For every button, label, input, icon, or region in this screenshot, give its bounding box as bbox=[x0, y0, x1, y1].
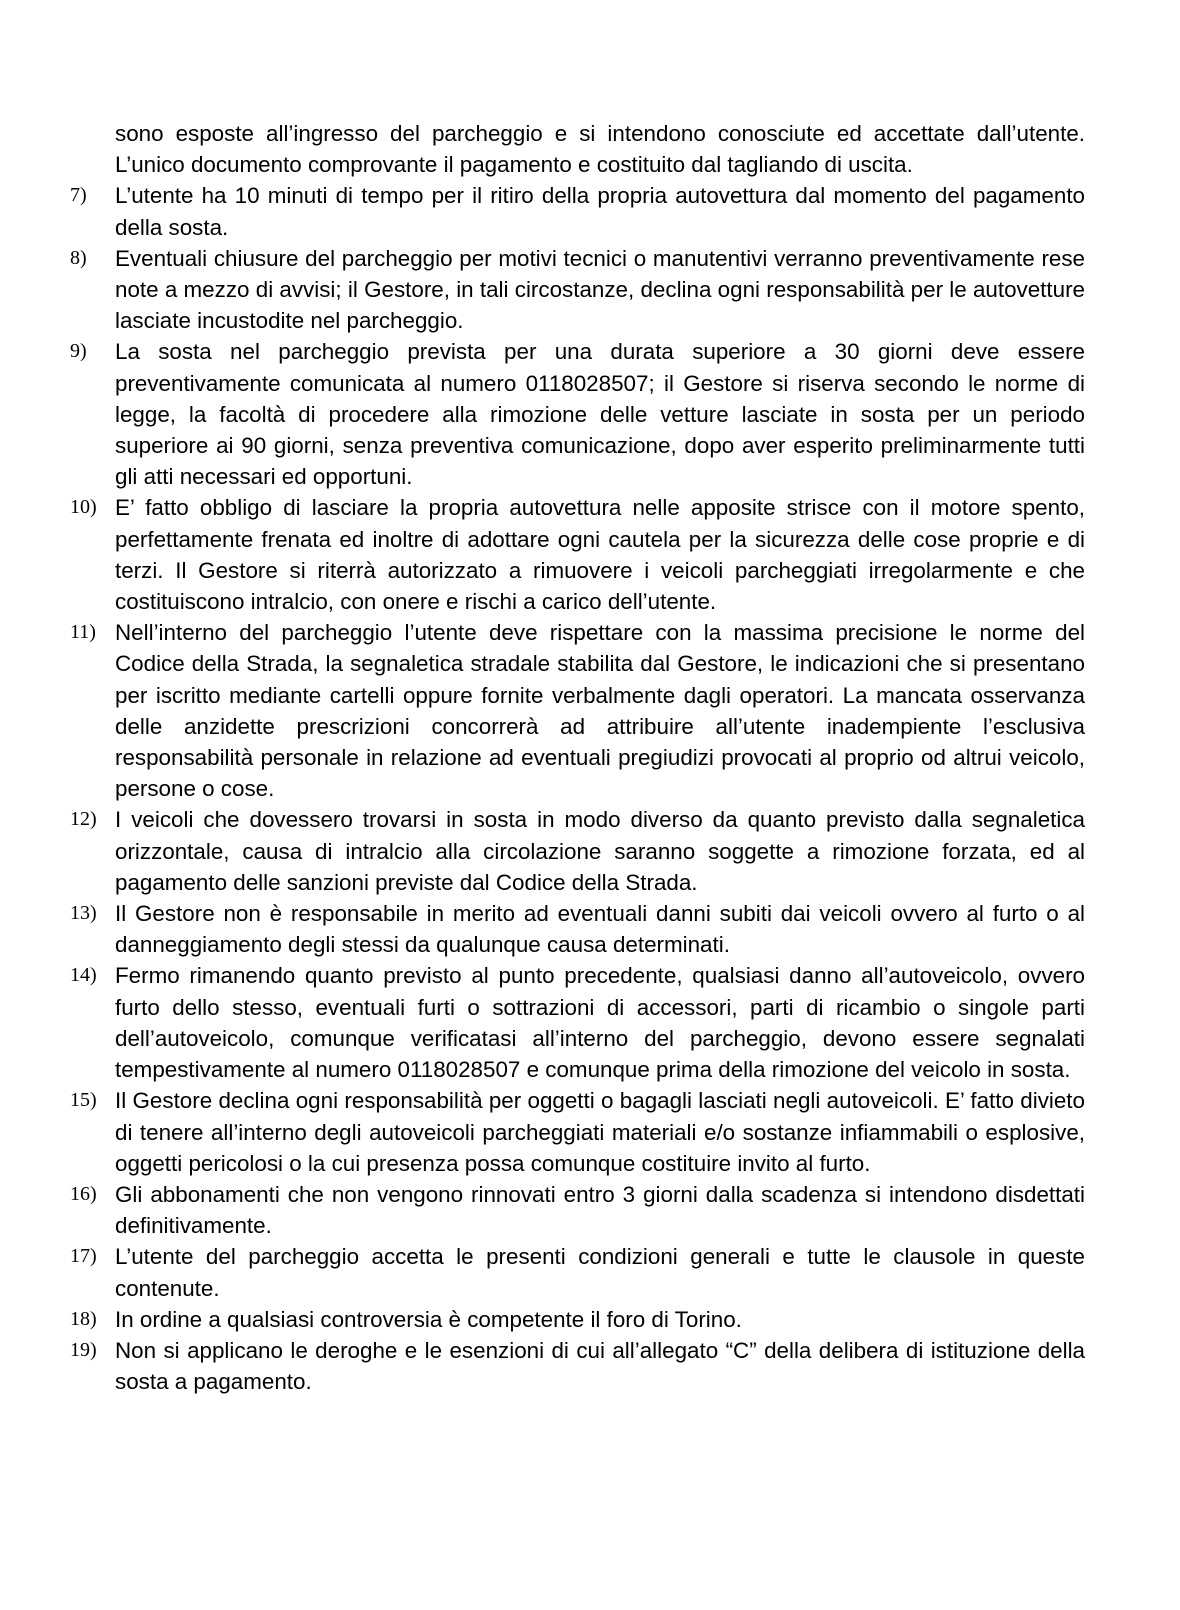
list-item-9 bbox=[70, 336, 1085, 492]
item-text: In ordine a qualsiasi controversia è competente il foro di Torino. bbox=[115, 1306, 742, 1332]
item-number: 7) bbox=[70, 184, 87, 207]
intro-paragraph: sono esposte all’ingresso del parcheggio e si intendono conosciute ed accettate dall’utente. L’unico documento comprovante il pagamento e costituito dal tagliando di uscita. bbox=[115, 121, 1085, 178]
list-item-18 bbox=[70, 1304, 1085, 1335]
item-number: 9) bbox=[70, 340, 87, 363]
item-text: Non si applicano le deroghe e le esenzioni di cui all’allegato “C” della delibera di istituzione della sosta a pagamento. bbox=[115, 1337, 1085, 1395]
item-number: 10) bbox=[70, 496, 97, 519]
list-item-8 bbox=[70, 243, 1085, 337]
item-text: Il Gestore declina ogni responsabilità per oggetti o bagagli lasciati negli autoveicoli. E’ fatto divieto di tenere all’interno degli autoveicoli parcheggiati materiali e/o sostanze infiammabili o esplosive, oggetti pericolosi o la cui presenza possa comunque costituire invito al furto. bbox=[115, 1088, 1085, 1176]
item-number: 13) bbox=[70, 902, 97, 925]
item-text: Il Gestore non è responsabile in merito ad eventuali danni subiti dai veicoli ovvero al furto o al danneggiamento degli stessi da qualunque causa determinati. bbox=[115, 901, 1085, 958]
item-number: 11) bbox=[70, 621, 96, 644]
item-text: L’utente ha 10 minuti di tempo per il ritiro della propria autovettura dal momento del pagamento della sosta. bbox=[115, 183, 1085, 240]
list-item-12 bbox=[70, 804, 1085, 898]
item-text: Gli abbonamenti che non vengono rinnovati entro 3 giorni dalla scadenza si intendono disdettati definitivamente. bbox=[115, 1181, 1085, 1239]
item-number: 17) bbox=[70, 1245, 97, 1268]
item-text: La sosta nel parcheggio prevista per una durata superiore a 30 giorni deve essere preventivamente comunicata al numero 0118028507; il Gestore si riserva secondo le norme di legge, la facoltà di procedere alla rimozione delle vetture lasciate in sosta per un periodo superiore ai 90 giorni, senza preventiva comunicazione, dopo aver esperito preliminarmente tutti gli atti necessari ed opportuni. bbox=[115, 339, 1085, 490]
list-item-10 bbox=[70, 492, 1085, 617]
list-item-15 bbox=[70, 1085, 1085, 1179]
list-item-19 bbox=[70, 1335, 1085, 1397]
list-item-16 bbox=[70, 1179, 1085, 1241]
list-item-7 bbox=[70, 180, 1085, 242]
list-item-17 bbox=[70, 1241, 1085, 1303]
list-item-13 bbox=[70, 898, 1085, 960]
item-text: Eventuali chiusure del parcheggio per motivi tecnici o manutentivi verranno preventivamente rese note a mezzo di avvisi; il Gestore, in tali circostanze, declina ogni responsabilità per le autovetture lasciate incustodite nel parcheggio. bbox=[115, 245, 1085, 334]
item-text: E’ fatto obbligo di lasciare la propria autovettura nelle apposite strisce con il motore spento, perfettamente frenata ed inoltre di adottare ogni cautela per la sicurezza delle cose proprie e di terzi. Il Gestore si riterrà autorizzato a rimuovere i veicoli parcheggiati irregolarmente e che costituiscono intralcio, con onere e rischi a carico dell’utente. bbox=[115, 495, 1085, 615]
item-text: Nell’interno del parcheggio l’utente deve rispettare con la massima precisione le norme del Codice della Strada, la segnaletica stradale stabilita dal Gestore, le indicazioni che si presentano per iscritto mediante cartelli oppure fornite verbalmente dagli operatori. La mancata osservanza delle anzidette prescrizioni concorrerà ad attribuire all’utente inadempiente l’esclusiva responsabilità personale in relazione ad eventuali pregiudizi provocati al proprio od altrui veicolo, persone o cose. bbox=[115, 620, 1085, 802]
list-item-14 bbox=[70, 960, 1085, 1085]
item-number: 8) bbox=[70, 246, 87, 269]
item-number: 12) bbox=[70, 808, 97, 831]
document-body bbox=[70, 118, 1085, 1397]
item-number: 19) bbox=[70, 1338, 97, 1361]
item-number: 18) bbox=[70, 1307, 97, 1330]
item-text: Fermo rimanendo quanto previsto al punto precedente, qualsiasi danno all’autoveicolo, ovvero furto dello stesso, eventuali furti o sottrazioni di accessori, parti di ricambio o singole parti dell’autoveicolo, comunque verificatasi all’interno del parcheggio, devono essere segnalati tempestivamente al numero 0118028507 e comunque prima della rimozione del veicolo in sosta. bbox=[115, 963, 1085, 1083]
item-number: 16) bbox=[70, 1182, 97, 1205]
item-number: 15) bbox=[70, 1089, 97, 1112]
item-number: 14) bbox=[70, 964, 97, 987]
item-text: I veicoli che dovessero trovarsi in sosta in modo diverso da quanto previsto dalla segnaletica orizzontale, causa di intralcio alla circolazione saranno soggette a rimozione forzata, ed al pagamento delle sanzioni previste dal Codice della Strada. bbox=[115, 807, 1085, 895]
item-text: L’utente del parcheggio accetta le presenti condizioni generali e tutte le clausole in queste contenute. bbox=[115, 1244, 1085, 1301]
list-item-11 bbox=[70, 617, 1085, 804]
